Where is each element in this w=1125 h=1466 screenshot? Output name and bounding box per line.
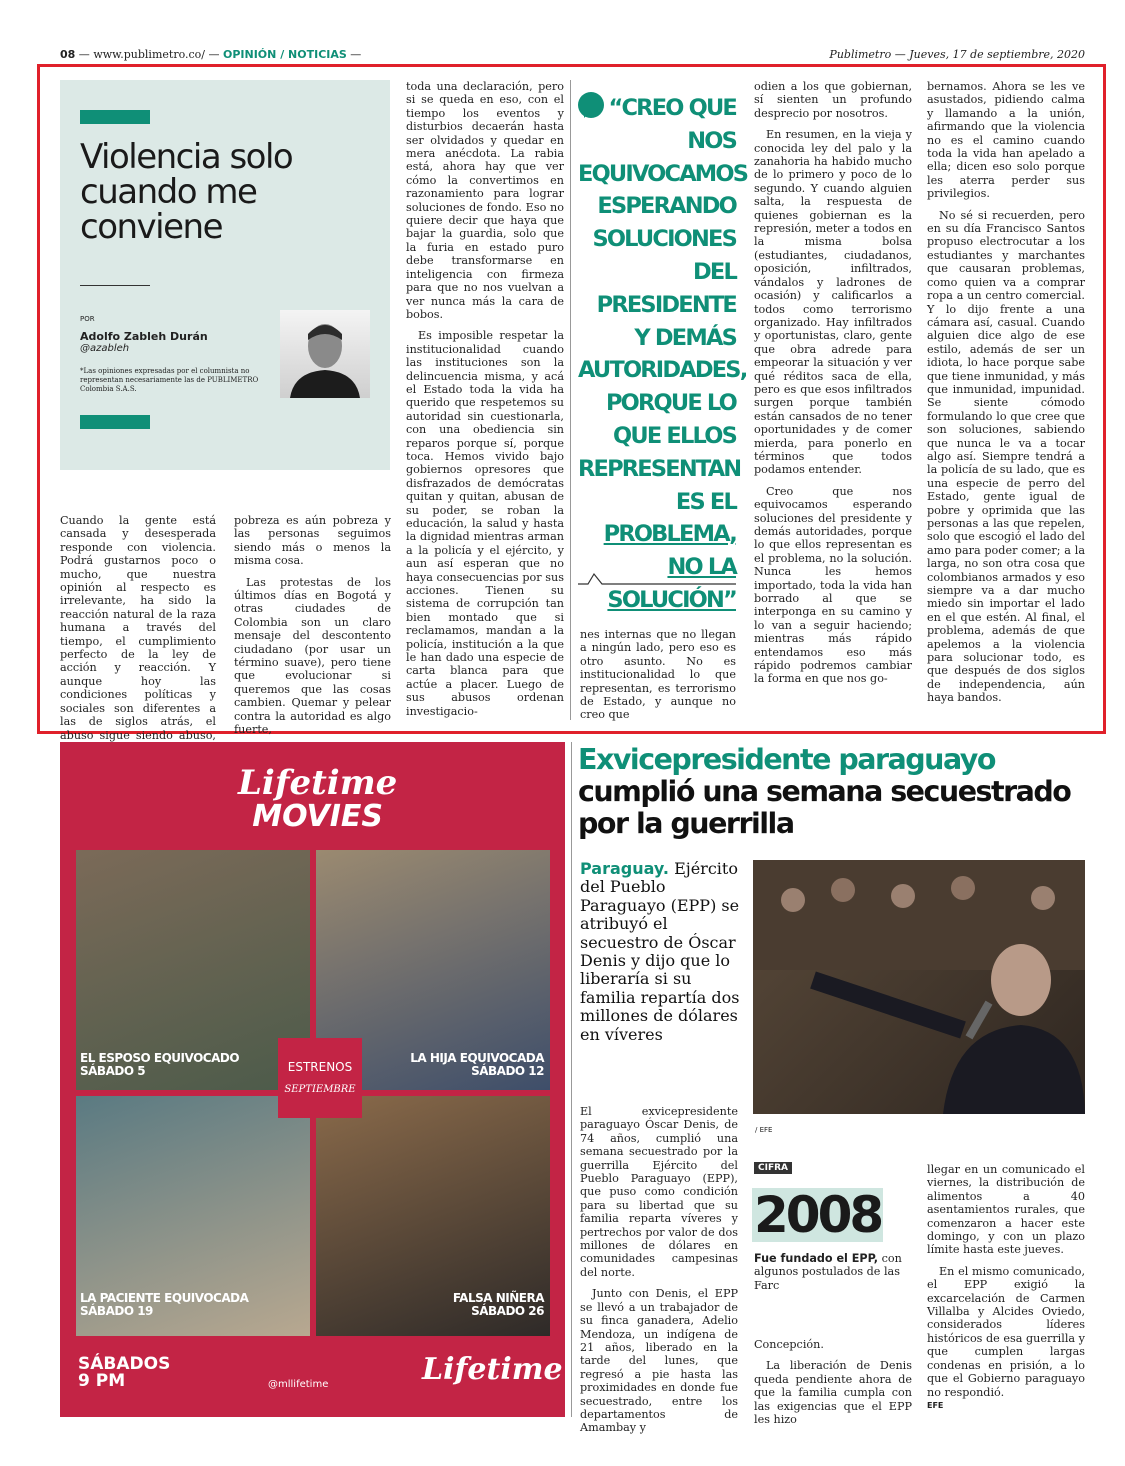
opinion-title: Violencia solo cuando me conviene bbox=[80, 137, 293, 247]
source-tag: EFE bbox=[927, 1400, 944, 1410]
movie-title: FALSA NIÑERA bbox=[452, 1291, 544, 1305]
photo-credit: / EFE bbox=[755, 1126, 773, 1134]
portrait-icon bbox=[280, 310, 370, 398]
paragraph: Es imposible respetar la institucionalidad cuando las instituciones son la delincuencia misma, y acá el Estado toda la vida ha querido que respetemos su autoridad sin cuestionarla, con una obediencia sin reparos porque sí, porque toca. Hemos vivido bajo gobiernos opresores que disfrazados de demócratas quitan y quitan, abusan de su poder, se roban la educación, la salud y hasta la dignidad mientras arman a la policía y el ejército, y aun así esperan que no haya consecuencias por sus acciones. Tienen su sistema de corrupción tan bien montado que si reclamamos, mandan a la policía, institución a la que le han dado una especie de carta blanca para que actúe a placer. Luego de sus abusos ordenan investigacio- bbox=[406, 329, 564, 718]
paragraph: nes internas que no llegan a ningún lado, pero eso es otro asunto. No es institucionalidad lo que representan, es terrorismo de Estado, y aunque no creo que bbox=[580, 628, 736, 722]
quote-end: PROBLEMA, NO LA SOLUCIÓN” bbox=[603, 521, 736, 613]
quote-text bbox=[578, 92, 748, 617]
opinion-title-box bbox=[60, 80, 390, 470]
movie-title: LA PACIENTE EQUIVOCADA bbox=[80, 1291, 249, 1305]
news-col-3 bbox=[927, 1163, 1085, 1412]
opinion-col-4 bbox=[580, 628, 736, 730]
paragraph: bernamos. Ahora se les ve asustados, pidiendo calma y llamando a la unión, afirmando que la violencia no es el camino cuando toda la vida han apelado a ella; dicen eso solo porque les aterra perder sus privilegios. bbox=[927, 80, 1085, 201]
cifra-caption bbox=[754, 1252, 904, 1292]
cifra-bold: Fue fundado el EPP, bbox=[754, 1252, 879, 1265]
schedule-day: SÁBADOS bbox=[78, 1354, 171, 1374]
headline-green: Exvicepresidente paraguayo bbox=[578, 743, 995, 776]
paragraph: En resumen, en la vieja y conocida ley del palo y la zanahoria ha habido mucho de lo primero y poco de lo segundo. Y cuando alguien salta, la respuesta de quienes gobiernan es la represión, meter a todos en la misma bolsa (estudiantes, ciudadanos, oposición, infiltrados, vándalos y ladrones de ocasión) y calificarlos a todos como terrorismo organizado. Hay infiltrados y oportunistas, claro, gente que obra adrede para empeorar la situación y ver qué réditos saca de ella, pero es que esos infiltrados surgen porque también están cansados de no tener oportunidades y de comer mierda, para ponerlo en términos que todos podamos entender. bbox=[754, 128, 912, 477]
opinion-col-6 bbox=[927, 80, 1085, 713]
cifra-value: 2008 bbox=[754, 1186, 882, 1244]
quote-main: “CREO QUE NOS EQUIVOCAMOS ESPERANDO SOLUCIONES DEL PRESIDENTE Y DEMÁS AUTORIDADES, PORQUE LO QUE ELLOS REPRESENTAN ES EL bbox=[578, 95, 748, 515]
paragraph: Las protestas de los últimos días en Bogotá y otras ciudades de Colombia son un claro mensaje del descontento ciudadano (por usar un término suave), pero tiene que evolucionar si queremos que las cosas cambien. Quemar y pelear contra la autoridad es algo fuerte, bbox=[234, 575, 391, 737]
lifetime-logo-bottom: Lifetime bbox=[422, 1352, 563, 1387]
column-rule bbox=[570, 80, 571, 720]
estrenos-month: SEPTIEMBRE bbox=[284, 1084, 356, 1095]
news-photo bbox=[753, 860, 1085, 1114]
lead-text: Ejército del Pueblo Paraguayo (EPP) se atribuyó el secuestro de Óscar Denis y dijo que lo liberaría si su familia repartía dos millones de dólares en víveres bbox=[580, 859, 740, 1044]
cifra-text: con algunos postulados de las Farc bbox=[754, 1252, 902, 1292]
movie-panel-1 bbox=[76, 850, 310, 1090]
social-handle: @mllifetime bbox=[268, 1379, 329, 1390]
brand-top: Lifetime bbox=[238, 763, 398, 803]
paragraph: llegar en un comunicado el viernes, la distribución de alimentos a 40 asentamientos rurales, que comenzaron a hacer este domingo, y con un plazo límite hasta este jueves. bbox=[927, 1163, 1085, 1257]
page-number: 08 bbox=[60, 48, 76, 61]
paragraph: pobreza es aún pobreza y las personas seguimos siendo más o menos la misma cosa. bbox=[234, 514, 391, 568]
news-lead bbox=[580, 860, 740, 1044]
estrenos-badge bbox=[278, 1038, 362, 1118]
paragraph: La liberación de Denis queda pendiente ahora de que la familia cumpla con las exigencias que el EPP les hizo bbox=[754, 1359, 912, 1427]
estrenos-label: ESTRENOS bbox=[287, 1060, 353, 1074]
paragraph: En el mismo comunicado, el EPP exigió la excarcelación de Carmen Villalba y Alcides Oviedo, considerados líderes históricos de esa guerrilla y que cumplen largas condenas en prisión, a lo que el Gobierno paraguayo no respondió. bbox=[927, 1264, 1085, 1399]
news-col-1 bbox=[580, 1105, 738, 1443]
news-headline bbox=[578, 744, 1088, 840]
opinion-col-1 bbox=[60, 514, 216, 763]
schedule bbox=[78, 1356, 170, 1390]
lead-place: Paraguay. bbox=[580, 859, 669, 878]
accent-bar-bottom bbox=[80, 415, 150, 429]
movie-title: EL ESPOSO EQUIVOCADO bbox=[80, 1051, 240, 1065]
section-label: OPINIÓN / NOTICIAS bbox=[223, 48, 347, 61]
paragraph: Cuando la gente está cansada y desesperada responde con violencia. Podrá gustarnos poco o mucho, que nuestra opinión al respecto es irrelevante, ha sido la reacción natural de la raza humana a través del tiempo, el cumplimiento perfecto de la ley de acción y reacción. Y aunque hoy las condiciones políticas y sociales son diferentes a las de siglos atrás, el abuso sigue siendo abuso, bbox=[60, 514, 216, 742]
accent-bar-top bbox=[80, 110, 150, 124]
movie-title: LA HIJA EQUIVOCADA bbox=[410, 1051, 544, 1065]
author-photo bbox=[280, 310, 370, 398]
divider bbox=[80, 285, 150, 286]
site-url: www.publimetro.co/ bbox=[93, 48, 205, 61]
dateline: Publimetro — Jueves, 17 de septiembre, 2020 bbox=[829, 48, 1085, 61]
paragraph: toda una declaración, pero si se queda en eso, con el tiempo los eventos y disturbios decaerán hasta ser olvidados y quedar en mera anécdota. La rabia está, ahora hay que ver cómo la convertimos en razonamiento para lograr soluciones de fondo. Eso no quiere decir que haya que bajar la guardia, solo que la furia en estado puro debe transformarse en inteligencia con firmeza para que no nos vuelvan a ver nunca más la cara de bobos. bbox=[406, 80, 564, 321]
lifetime-ad[interactable] bbox=[60, 742, 565, 1417]
movie-date: SÁBADO 26 bbox=[471, 1304, 544, 1318]
paragraph: Creo que nos equivocamos esperando soluciones del presidente y demás autoridades, porque lo que ellos representan es el problema, no la solución. Nunca les hemos importado, toda la vida han borrado al que se interponga en su camino y lo van a seguir haciendo; mientras más rápido entendamos eso más rápido podremos cambiar la forma en que nos go- bbox=[754, 484, 912, 686]
movie-panel-3 bbox=[76, 1096, 310, 1336]
page-header: 08 — www.publimetro.co/ — OPINIÓN / NOTICIAS — Publimetro — Jueves, 17 de septiembre, 2020 bbox=[60, 48, 1085, 65]
opinion-col-3 bbox=[406, 80, 564, 726]
paragraph: El exvicepresidente paraguayo Óscar Denis, de 74 años, cumplió una semana secuestrado por la guerrilla Ejército del Pueblo Paraguayo (EPP), que puso como condición para su libertad que su familia reparta víveres y pertrechos por valor de dos millones de dólares en comunidades campesinas del norte. bbox=[580, 1105, 738, 1279]
author-name: Adolfo Zableh Durán bbox=[80, 330, 208, 343]
paragraph: No sé si recuerden, pero en su día Francisco Santos propuso electrocutar a los estudiantes y marchantes que causaran problemas, como quien va a comprar ropa a un centro comercial. Y lo dijo frente a una cámara así, casual. Cuando alguien dice algo de ese estilo, además de ser un idiota, lo hace porque sabe que tiene inmunidad, y más que inmunidad, impunidad. Se siente cómodo formulando lo que cree que son soluciones, sabiendo que nunca le va a tocar algo así. Siempre tendrá a la policía de su lado, que es una especie de perro del Estado, gente igual de pobre y oprimida que las personas a las que repelen, solo que escogió el lado del amo para poder comer; a la larga, no son otra cosa que colombianos armados y eso siempre va a dar mucho miedo sin importar el lado en el que estén. Al final, el problema, además de que apelemos a la violencia para solucionar todo, es que después de dos siglos de independencia, aún haya bandos. bbox=[927, 208, 1085, 705]
cifra-label: CIFRA bbox=[754, 1162, 792, 1174]
byline-por: POR bbox=[80, 315, 95, 323]
movie-date: SÁBADO 19 bbox=[80, 1304, 153, 1318]
author-handle: @azableh bbox=[80, 343, 130, 354]
column-rule bbox=[571, 742, 572, 1417]
speaker-photo-icon bbox=[753, 860, 1085, 1114]
news-col-2 bbox=[754, 1338, 912, 1434]
headline-black: cumplió una semana secuestrado por la guerrilla bbox=[578, 775, 1071, 840]
opinion-col-5 bbox=[754, 80, 912, 694]
lifetime-logo bbox=[238, 763, 398, 834]
movie-date: SÁBADO 12 bbox=[471, 1064, 544, 1078]
movie-panel-4 bbox=[316, 1096, 550, 1336]
brand-sub: MOVIES bbox=[252, 799, 384, 834]
schedule-time: 9 PM bbox=[78, 1371, 126, 1391]
opinion-col-2 bbox=[234, 514, 391, 745]
paragraph: Junto con Denis, el EPP se llevó a un trabajador de su finca ganadera, Adelio Mendoza, un indígena de 21 años, liberado en la tarde del lunes, que regresó a pie hasta las proximidades en donde fue secuestrado, entre los departamentos de Amambay y bbox=[580, 1287, 738, 1435]
disclaimer: *Las opiniones expresadas por el columnista no representan necesariamente las de PUBLIMETRO Colombia S.A.S. bbox=[80, 367, 259, 393]
paragraph: Concepción. bbox=[754, 1338, 824, 1351]
movie-date: SÁBADO 5 bbox=[80, 1064, 146, 1078]
paragraph: odien a los que gobiernan, sí sienten un profundo desprecio por nosotros. bbox=[754, 80, 912, 120]
quote-line-decoration bbox=[578, 572, 736, 586]
